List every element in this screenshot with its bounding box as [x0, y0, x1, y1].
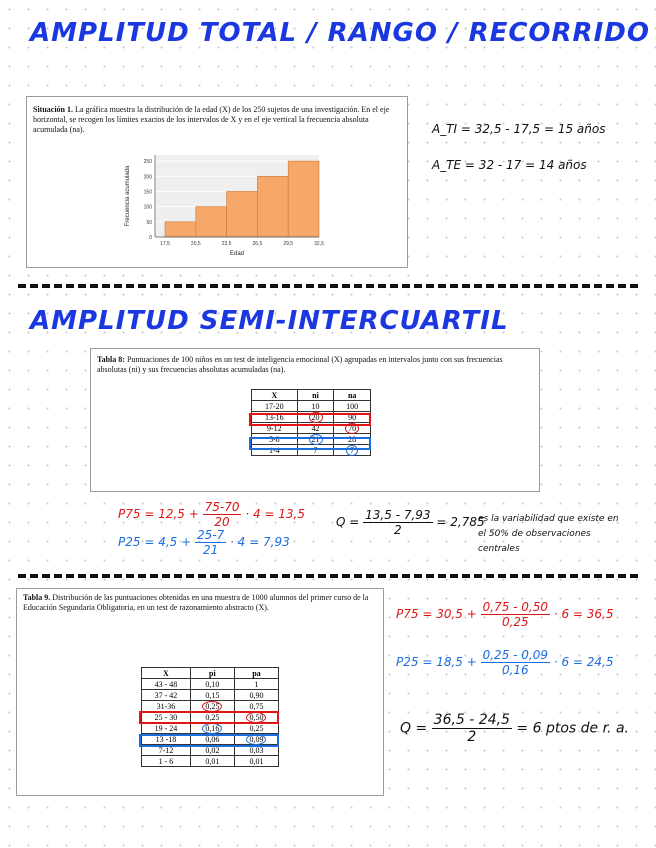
cell-x: 13-16 [252, 412, 298, 423]
chart-bar [196, 207, 227, 237]
cell-pa: 0,25 [234, 723, 278, 734]
y-tick-label: 200 [143, 174, 152, 181]
cell-pi: 0,02 [190, 745, 234, 756]
note-amplitud-total-intervalo: A_TI = 32,5 - 17,5 = 15 años [432, 122, 606, 136]
y-tick-label: 0 [149, 235, 152, 241]
cell-pi: 0,25 [190, 712, 234, 723]
q-interpretation-note: es la variabilidad que existe en el 50% de observaciones centrales [478, 514, 619, 554]
x-tick-label: 26,5 [252, 241, 263, 247]
cell-x: 43 - 48 [142, 679, 191, 690]
p25-formula-tabla-9: P25 = 18,5 + $\frac{0,25 - 0,09}{0,16}$ · 6 = 24,5 [396, 648, 614, 677]
cell-na: 70 [334, 423, 371, 434]
table-row [142, 679, 279, 690]
situation-1-label: Situación 1. [33, 105, 74, 114]
cell-ni: 42 [297, 423, 334, 434]
header-pi: pi [190, 668, 234, 679]
header-x: X [142, 668, 191, 679]
p25-formula-tabla-8: P25 = 4,5 + $\frac{25-7}{21}$ · 4 = 7,93 [118, 528, 290, 557]
cell-na: 100 [334, 401, 371, 412]
cell-pi: 0,10 [190, 679, 234, 690]
p25-interval-highlight [139, 734, 279, 747]
cumulative-frequency-chart [119, 145, 329, 263]
table-header-row [252, 390, 371, 401]
tabla-9-box [16, 588, 384, 796]
situation-1-box [26, 96, 408, 268]
cell-ni: 20 [297, 412, 334, 423]
tabla-8-box [90, 348, 540, 492]
x-tick-label: 32,5 [314, 241, 324, 247]
y-tick-label: 50 [146, 219, 152, 226]
chart-bar [257, 176, 288, 237]
q-formula-tabla-9: Q = $\frac{36,5 - 24,5}{2}$ = 6 ptos de r. a. [400, 712, 629, 745]
x-tick-label: 17,5 [160, 241, 170, 247]
chart-bar [165, 222, 196, 237]
x-tick-label: 23,5 [221, 241, 232, 247]
p75-interval-highlight [249, 413, 371, 426]
x-tick-label: 29,5 [283, 241, 294, 247]
cell-x: 25 - 30 [142, 712, 191, 723]
section-divider [18, 574, 638, 578]
cell-x: 5-8 [252, 434, 298, 445]
chart-bar [288, 161, 319, 237]
y-tick-label: 250 [143, 159, 152, 166]
cell-na: 28 [334, 434, 371, 445]
x-axis-label: Edad [229, 251, 245, 257]
table-row [142, 756, 279, 767]
cell-pi: 0,15 [190, 690, 234, 701]
cell-pa: 1 [234, 679, 278, 690]
y-axis-label: Frecuencia acumulada [125, 165, 131, 227]
table-row [142, 690, 279, 701]
table-row [142, 723, 279, 734]
header-na: na [334, 390, 371, 401]
cell-ni: 10 [297, 401, 334, 412]
cell-na: 7 [334, 445, 371, 456]
cell-x: 31-36 [142, 701, 191, 712]
cell-pi: 0,01 [190, 756, 234, 767]
p75-interval-highlight [139, 711, 279, 724]
section-divider [18, 284, 638, 288]
cell-x: 1-4 [252, 445, 298, 456]
cell-ni: 7 [297, 445, 334, 456]
tabla-8-label: Tabla 8: [97, 355, 125, 364]
tabla-8-caption [97, 355, 533, 375]
cell-x: 9-12 [252, 423, 298, 434]
tabla-9-label: Tabla 9. [23, 593, 51, 602]
x-tick-label: 20,5 [190, 241, 201, 247]
cell-na: 90 [334, 412, 371, 423]
p25-interval-highlight [249, 437, 371, 450]
cell-pi: 0,16 [190, 723, 234, 734]
cell-pa: 0,01 [234, 756, 278, 767]
section-title-amplitud-total: AMPLITUD TOTAL / RANGO / RECORRIDO [30, 18, 650, 48]
p75-formula-tabla-8: P75 = 12,5 + $\frac{75-70}{20}$ · 4 = 13,5 [118, 500, 305, 529]
header-pa: pa [234, 668, 278, 679]
table-row [252, 401, 371, 412]
p75-formula-tabla-9: P75 = 30,5 + $\frac{0,75 - 0,50}{0,25}$ · 6 = 36,5 [396, 600, 614, 629]
cell-x: 13 -18 [142, 734, 191, 745]
table-row [142, 701, 279, 712]
section-title-semi-intercuartil: AMPLITUD SEMI-INTERCUARTIL [30, 306, 509, 336]
cell-pa: 0,90 [234, 690, 278, 701]
situation-1-text [33, 105, 399, 135]
cell-x: 37 - 42 [142, 690, 191, 701]
header-ni: ni [297, 390, 334, 401]
tabla-8-description: Puntuaciones de 100 niños en un test de inteligencia emocional (X) agrupadas en intervalos junto con sus frecuencias absolutas (ni) y sus frecuencias absolutas acumuladas (na). [97, 355, 503, 374]
cell-x: 19 - 24 [142, 723, 191, 734]
cell-x: 17-20 [252, 401, 298, 412]
table-header-row [142, 668, 279, 679]
q-formula-tabla-8: Q = $\frac{13,5 - 7,93}{2}$ = 2,785 [336, 508, 485, 537]
cell-pi: 0,06 [190, 734, 234, 745]
cell-pi: 0,25 [190, 701, 234, 712]
header-x: X [252, 390, 298, 401]
cell-ni: 21 [297, 434, 334, 445]
cell-x: 1 - 6 [142, 756, 191, 767]
tabla-9-description: Distribución de las puntuaciones obtenidas en una muestra de 1000 alumnos del primer curso de la Educación Segundaria Obligatoria, en un test de razonamiento abstracto (X). [23, 593, 369, 612]
chart-bar [227, 191, 258, 237]
tabla-9-caption [23, 593, 377, 613]
cell-pa: 0,09 [234, 734, 278, 745]
note-amplitud-total-exacta: A_TE = 32 - 17 = 14 años [432, 158, 587, 172]
situation-1-description: La gráfica muestra la distribución de la edad (X) de los 250 sujetos de una investigación. En el eje horizontal, se recogen los límites exactos de los intervalos de X y en el eje vertical la frecuencia absoluta acumulada (na). [33, 105, 390, 134]
cell-pa: 0,75 [234, 701, 278, 712]
y-tick-label: 100 [143, 204, 152, 211]
cell-pa: 0,03 [234, 745, 278, 756]
y-tick-label: 150 [143, 189, 152, 196]
cell-x: 7-12 [142, 745, 191, 756]
cell-pa: 0,50 [234, 712, 278, 723]
